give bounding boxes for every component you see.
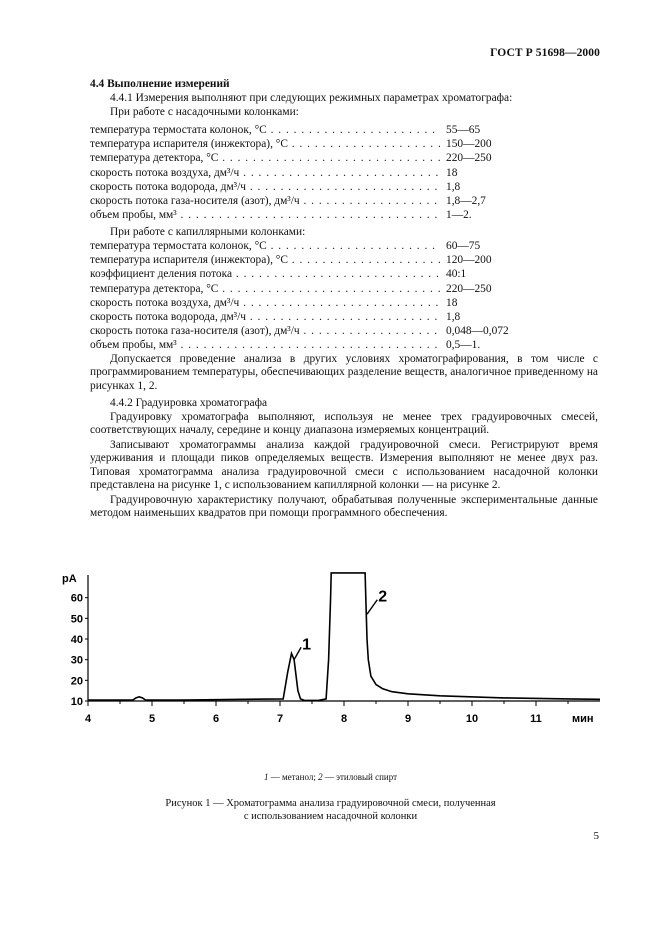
- packed-columns-intro: При работе с насадочными колонками:: [110, 106, 299, 118]
- param-label: температура детектора, °С . . .: [90, 283, 440, 296]
- param-label: объем пробы, мм³ . . .: [90, 209, 440, 222]
- param-label: температура испарителя (инжектора), °С . . .: [90, 138, 440, 151]
- x-tick-label: 11: [530, 713, 542, 725]
- param-label: скорость потока газа-носителя (азот), дм³/ч . . .: [90, 195, 440, 208]
- calibration-paragraph-3: Градуировочную характеристику получают, обрабатывая полученные экспериментальные данные методом наименьших квадратов при помощи программного обеспечения.: [90, 494, 598, 520]
- y-tick-label: 30: [70, 654, 83, 667]
- page-number: 5: [593, 830, 599, 842]
- param-value: 1,8: [446, 180, 461, 193]
- param-value: 0,5—1.: [446, 339, 481, 352]
- param-value: 120—200: [446, 254, 492, 267]
- param-value: 40:1: [446, 268, 467, 281]
- y-tick-label: 60: [70, 592, 83, 605]
- figure-caption-line-1: Рисунок 1 — Хроматограмма анализа градуировочной смеси, полученная: [165, 798, 496, 809]
- param-value: 55—65: [446, 124, 481, 136]
- chromatogram-chart: [55, 565, 615, 735]
- y-tick-label: 10: [70, 696, 83, 708]
- x-tick-label: 7: [276, 713, 284, 725]
- calibration-paragraph-1: Градуировку хроматографа выполняют, используя не менее трех градуировочных смесей, соответствующих началу, середине и концу диапазона измеряемых концентраций.: [90, 411, 598, 437]
- legend-key-2: 2: [318, 772, 323, 782]
- peak-2-label: 2: [378, 588, 388, 606]
- capillary-columns-intro: При работе с капиллярными колонками:: [110, 226, 306, 238]
- chromatogram-trace: [88, 573, 600, 701]
- param-row: [90, 209, 472, 226]
- document-header: ГОСТ Р 51698—2000: [490, 47, 600, 59]
- calibration-paragraph-2: Записывают хроматограммы анализа каждой градуировочной смеси. Регистрируют время удерживания и площади пиков определяемых веществ. Измерения выполняют не менее двух раз. Типовая хроматограмма анализа градуировочной смеси с использованием насадочной колонки представлена на рисунке 1, с использованием капиллярной колонки — на рисунке 2.: [90, 439, 598, 492]
- param-value: 0,048—0,072: [446, 325, 509, 338]
- x-tick-label: 4: [84, 713, 92, 725]
- x-tick-label: 8: [340, 713, 348, 725]
- figure-caption-line-2: с использованием насадочной колонки: [243, 811, 418, 822]
- param-value: 1—2.: [446, 209, 472, 222]
- param-label: температура детектора, °С . . .: [90, 152, 440, 165]
- param-value: 60—75: [446, 240, 481, 252]
- x-tick-label: 9: [404, 713, 412, 725]
- param-label: температура испарителя (инжектора), °С . . .: [90, 254, 440, 267]
- param-value: 18: [446, 166, 458, 179]
- peak-1-label: 1: [302, 636, 312, 654]
- x-tick-label: 5: [148, 713, 156, 725]
- param-label: температура термостата колонок, °С . . .: [90, 240, 440, 253]
- param-value: 1,8—2,7: [446, 195, 486, 207]
- legend-text-2: — этиловый спирт: [322, 772, 398, 782]
- param-value: 1,8: [446, 311, 461, 323]
- y-tick-label: 50: [70, 613, 83, 626]
- section-title: 4.4 Выполнение измерений: [90, 78, 230, 90]
- y-axis-label: pA: [62, 573, 77, 585]
- param-value: 220—250: [446, 282, 492, 295]
- x-tick-label: 6: [212, 713, 220, 725]
- param-label: объем пробы, мм³ . . .: [90, 339, 440, 352]
- param-label: скорость потока воздуха, дм³/ч . . .: [90, 297, 440, 310]
- param-value: 150—200: [446, 138, 492, 151]
- conditions-paragraph: Допускается проведение анализа в других условиях хроматографирования, в том числе с программированием температуры, обеспечивающих разделение веществ, аналогичное приведенному на рисунках 1, 2.: [90, 353, 598, 392]
- param-value: 18: [446, 296, 458, 309]
- paragraph-4-4-1: 4.4.1 Измерения выполняют при следующих режимных параметрах хроматографа:: [110, 92, 513, 104]
- param-label: скорость потока воздуха, дм³/ч . . .: [90, 167, 440, 180]
- figure-caption: [0, 797, 661, 823]
- y-tick-label: 40: [70, 634, 83, 646]
- chart-ticks: [71, 593, 568, 725]
- legend-text-1: — метанол;: [268, 772, 319, 782]
- param-label: температура термостата колонок, °С . . .: [90, 124, 440, 137]
- param-label: скорость потока водорода, дм³/ч . . .: [90, 311, 440, 324]
- legend-key-1: 1: [263, 772, 269, 782]
- x-tick-label: 10: [465, 713, 479, 725]
- x-axis-label: мин: [572, 713, 594, 725]
- peak-2-leader: [367, 600, 377, 614]
- param-label: коэффициент деления потока . . .: [90, 268, 440, 281]
- chart-peak-labels: [294, 589, 387, 660]
- y-tick-label: 20: [70, 675, 83, 688]
- figure-legend: [0, 772, 661, 782]
- param-value: 220—250: [446, 152, 492, 165]
- param-label: скорость потока газа-носителя (азот), дм³/ч . . .: [90, 325, 440, 338]
- subsection-title: 4.4.2 Градуировка хроматографа: [110, 397, 268, 409]
- param-label: скорость потока водорода, дм³/ч . . .: [90, 181, 440, 194]
- peak-1-leader: [294, 647, 301, 659]
